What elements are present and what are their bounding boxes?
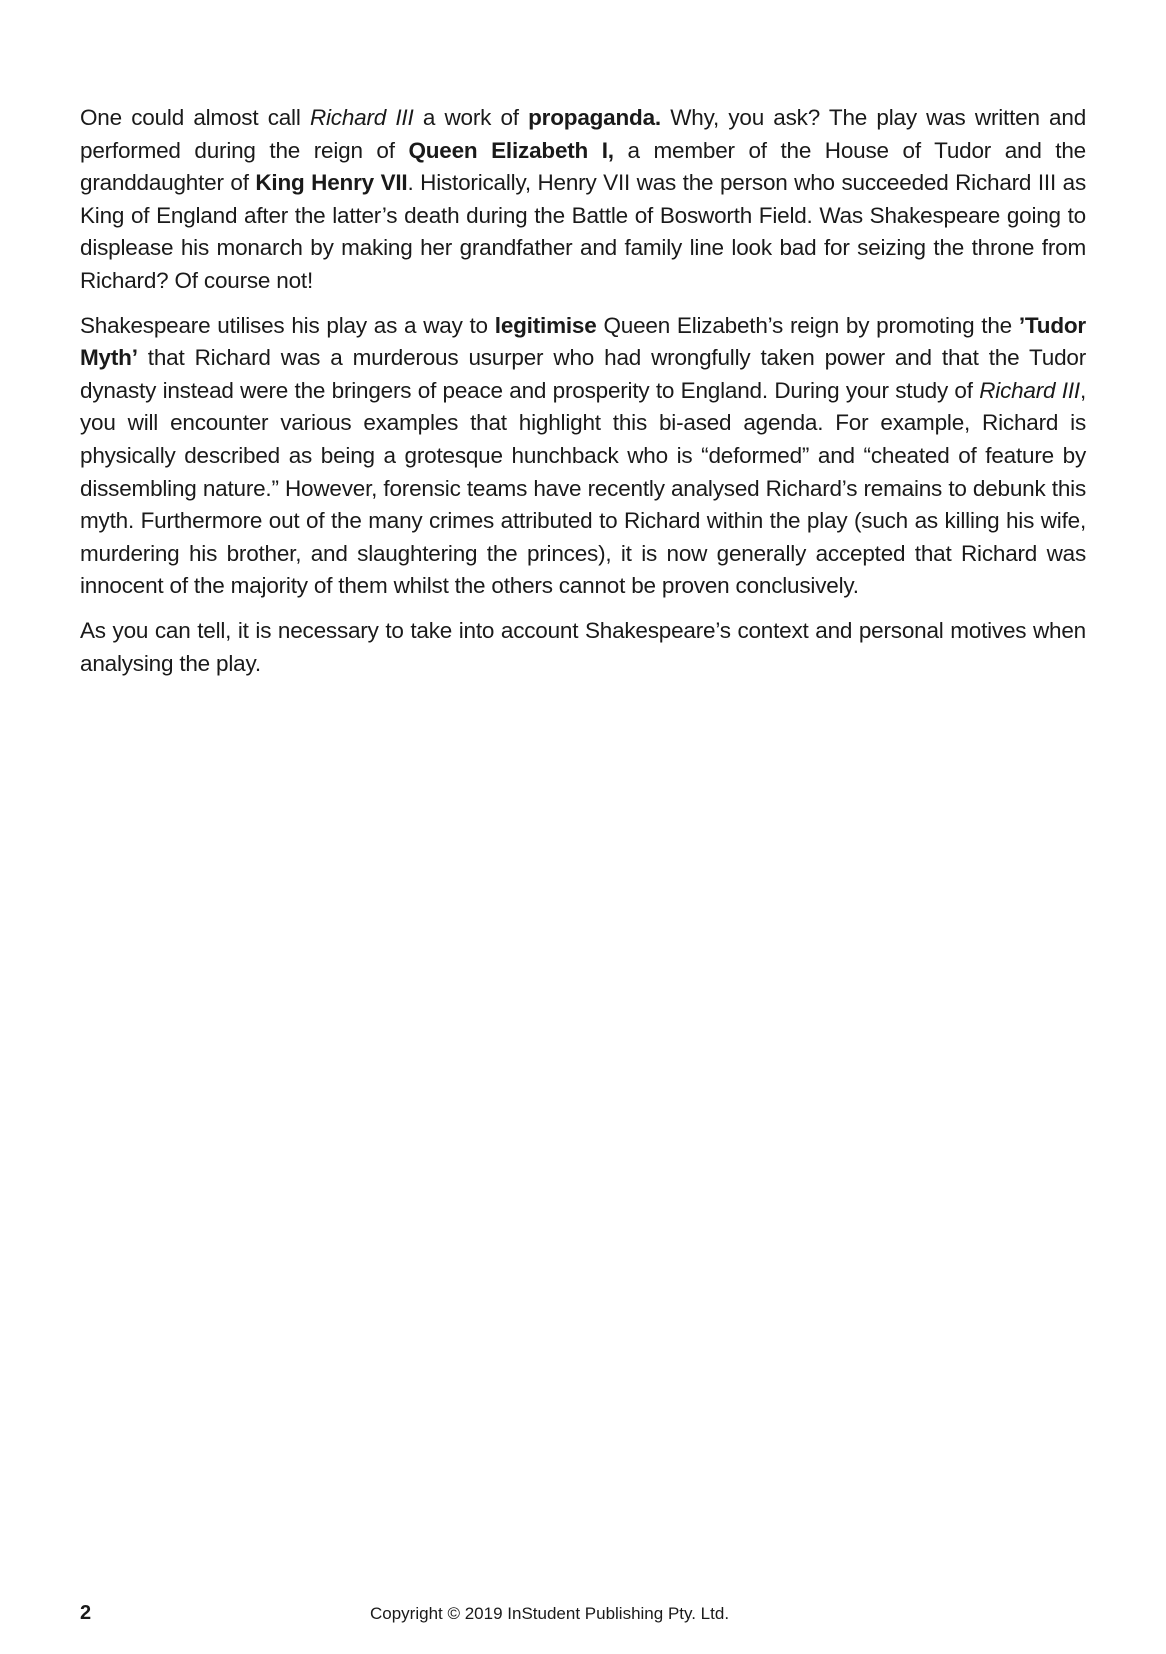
text-run: Queen Elizabeth’s reign by promoting the xyxy=(596,312,1019,338)
bold-term: propaganda. xyxy=(528,105,661,130)
text-run: Why, you ask? The play was written and performed during the reign of xyxy=(80,105,1087,163)
text-run: , you will encounter various examples that highlight this bi-ased agenda. For example, Richard is physically described as being a grotesque hunchback who is “deformed” and “cheated of feature by dissembling nature.” However, forensic teams have recently analysed Richard’s remains to debunk this myth. Furthermore out of the many crimes attributed to Richard within the play (such as killing his wife, murdering his brother, and slaughtering the princes), it is now generally accepted that Richard was innocent of the majority of them whilst the others cannot be proven conclusively. xyxy=(80,377,1086,599)
bold-term: ’Tudor Myth’ xyxy=(80,312,1086,371)
copyright-notice: Copyright © 2019 InStudent Publishing Pty. Ltd. xyxy=(370,1604,730,1623)
text-run: a work of xyxy=(413,105,529,130)
text-run: As you can tell, it is necessary to take into account Shakespeare’s context and personal motives when analysing the play. xyxy=(80,617,1086,676)
text-run: that Richard was a murderous usurper who had wrongfully taken power and that the Tudor dynasty instead were the bringers of peace and prosperity to England. During your study of xyxy=(80,345,1086,403)
page-number: 2 xyxy=(80,1602,92,1624)
bold-term: Queen Elizabeth I, xyxy=(408,137,614,163)
text-run: . Historically, Henry VII was the person who succeeded Richard III as King of England after the latter’s death during the Battle of Bosworth Field. Was Shakespeare going to displease his monarch by making her grandfather and family line look bad for seizing the throne from Richard? Of course not! xyxy=(80,170,1086,293)
paragraph-propaganda xyxy=(80,102,1086,298)
bold-term: King Henry VII xyxy=(255,170,408,196)
page-footer xyxy=(80,1602,1086,1630)
text-run: Shakespeare utilises his play as a way to xyxy=(80,312,495,338)
paragraph-context xyxy=(80,615,1086,680)
text-run: a member of the House of Tudor and the granddaughter of xyxy=(80,137,1086,196)
text-run: One could almost call xyxy=(80,105,310,130)
paragraph-tudor-myth xyxy=(80,310,1086,603)
bold-term: legitimise xyxy=(494,312,597,338)
italic-title: Richard III xyxy=(979,377,1080,403)
document-body xyxy=(80,102,1086,692)
italic-title: Richard III xyxy=(309,105,414,130)
